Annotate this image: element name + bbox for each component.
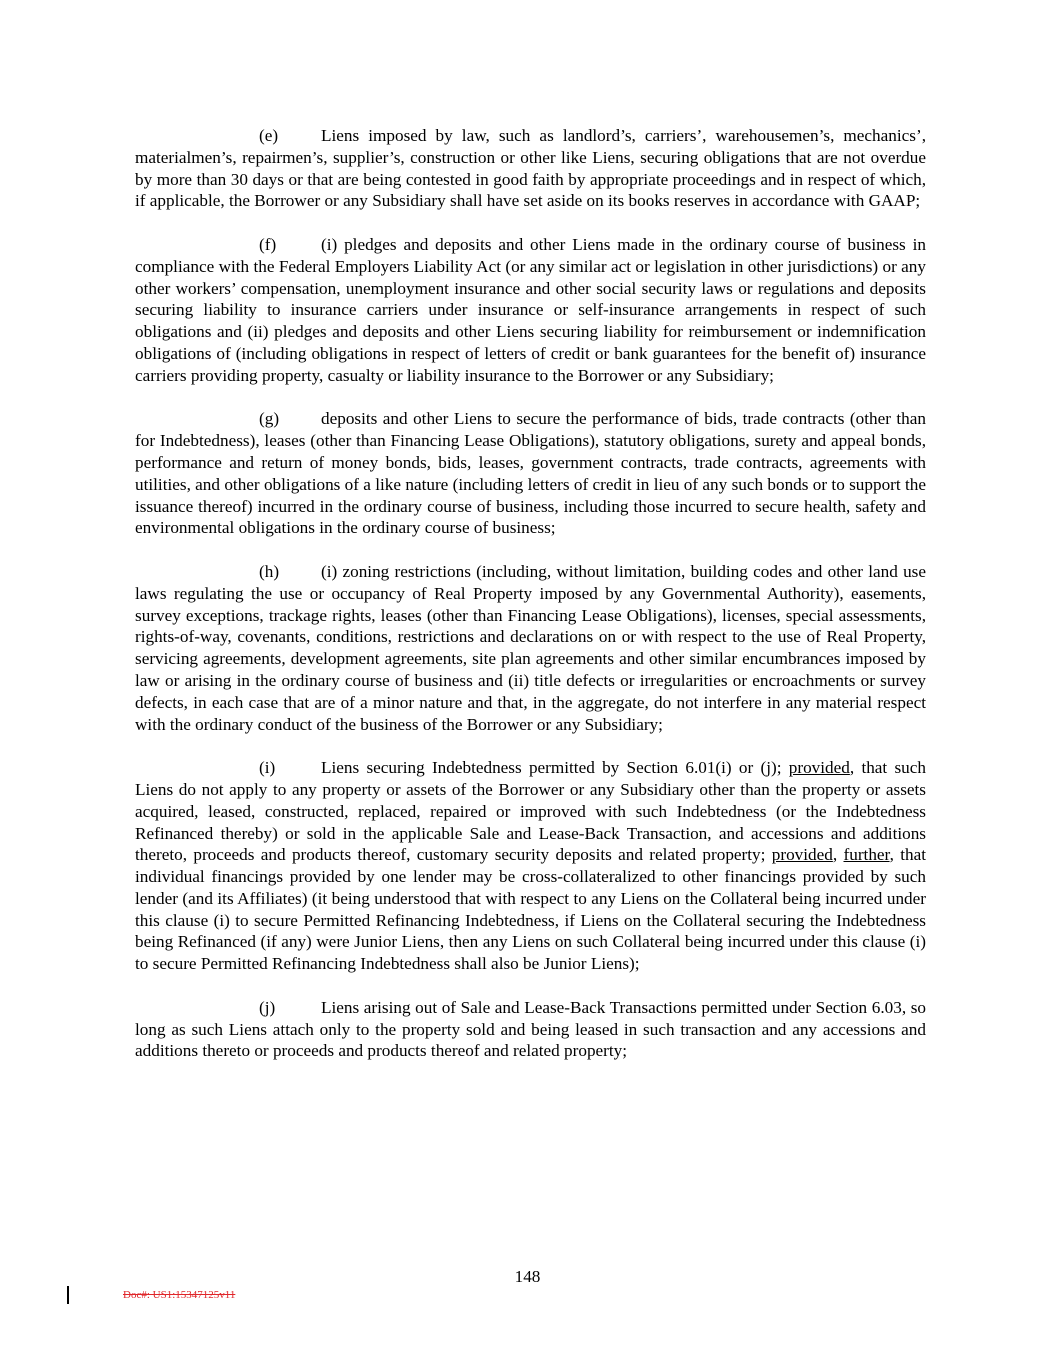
page-number: 148	[514, 1267, 541, 1286]
clause-text-part: ,	[832, 845, 844, 865]
clause-text: Liens arising out of Sale and Lease-Back Transactions permitted under Section 6.03, so long as such Liens attach only to the property sold and being leased in such transaction and any accessions and additions thereto or proceeds and products thereof and related property;	[135, 997, 926, 1061]
clause-i	[135, 757, 926, 975]
clause-text: Liens imposed by law, such as landlord’s, carriers’, warehousemen’s, mechanics’, materialmen’s, repairmen’s, supplier’s, construction or other like Liens, securing obligations that are not overdue by more than 30 days or that are being contested in good faith by appropriate proceedings and in respect of which, if applicable, the Borrower or any Subsidiary shall have set aside on its books reserves in accordance with GAAP;	[135, 126, 926, 211]
clause-text: (i) pledges and deposits and other Liens made in the ordinary course of business in compliance with the Federal Employers Liability Act (or any similar act or legislation in other jurisdictions) or any other workers’ compensation, unemployment insurance and other social security laws or regulations and deposits securing liability to insurance carriers under insurance or self-insurance arrangements in respect of such obligations and (ii) pledges and deposits and other Liens securing liability for reimbursement or indemnification obligations of (including obligations in respect of letters of credit or bank guarantees for the benefit of) insurance carriers providing property, casualty or liability insurance to the Borrower or any Subsidiary;	[135, 234, 926, 385]
clause-label: (f)	[259, 234, 277, 254]
clause-label: (j)	[259, 997, 276, 1017]
underlined-term-provided: provided	[788, 758, 850, 778]
document-id-stamp: Doc#: US1:15347125v11	[123, 1289, 236, 1301]
clause-label: (e)	[259, 126, 279, 145]
clause-label: (g)	[259, 409, 280, 429]
clause-text-part: , that individual financings provided by one lender may be cross-collateralized to other financings provided by such lender (and its Affiliates) (it being understood that with respect to any Liens on the Collateral being incurred under this clause (i) to secure Permitted Refinancing Indebtedness, if Liens on the Collateral securing the Indebtedness being Refinanced (if any) were Junior Liens, then any Liens on such Collateral being incurred under this clause (i) to secure Permitted Refinancing Indebtedness shall also be Junior Liens);	[135, 845, 926, 974]
clause-text: (i) zoning restrictions (including, without limitation, building codes and other land use laws regulating the use or occupancy of Real Property imposed by any Governmental Authority), easements, survey exceptions, trackage rights, leases (other than Financing Lease Obligations), licenses, special assessments, rights-of-way, covenants, conditions, restrictions and declarations on or with respect to the use of Real Property, servicing agreements, development agreements, site plan agreements and other similar encumbrances imposed by law or arising in the ordinary course of business and (ii) title defects or irregularities or encroachments or survey defects, in each case that are of a minor nature and that, in the aggregate, do not interfere in any material respect with the ordinary conduct of the business of the Borrower or any Subsidiary;	[135, 561, 926, 734]
revision-change-bar	[67, 1286, 69, 1304]
underlined-term-provided: provided	[771, 845, 833, 865]
underlined-term-further: further	[843, 845, 890, 865]
clause-text-part: , that such Liens do not apply to any property or assets of the Borrower or any Subsidiary other than the property or assets acquired, leased, constructed, replaced, repaired or improved with such Indebtedness (or the Indebtedness Refinanced thereby) or sold in the applicable Sale and Lease-Back Transaction, and accessions and additions thereto, proceeds and products thereof, customary security deposits and related property;	[135, 758, 926, 865]
clause-text-part: Liens securing Indebtedness permitted by Section 6.01(i) or (j);	[321, 758, 789, 778]
clause-e	[135, 125, 926, 212]
clause-j	[135, 997, 926, 1062]
clause-g	[135, 408, 926, 539]
clause-label: (h)	[259, 561, 280, 581]
document-body	[135, 125, 926, 1084]
clause-label: (i)	[259, 758, 276, 778]
clause-text: deposits and other Liens to secure the performance of bids, trade contracts (other than for Indebtedness), leases (other than Financing Lease Obligations), statutory obligations, surety and appeal bonds, performance and return of money bonds, bids, leases, government contracts, trade contracts, agreements with utilities, and other obligations of a like nature (including letters of credit in lieu of any such bonds or to support the issuance thereof) incurred in the ordinary course of business, including those incurred to secure health, safety and environmental obligations in the ordinary course of business;	[135, 409, 926, 538]
clause-h	[135, 561, 926, 735]
clause-f	[135, 234, 926, 387]
